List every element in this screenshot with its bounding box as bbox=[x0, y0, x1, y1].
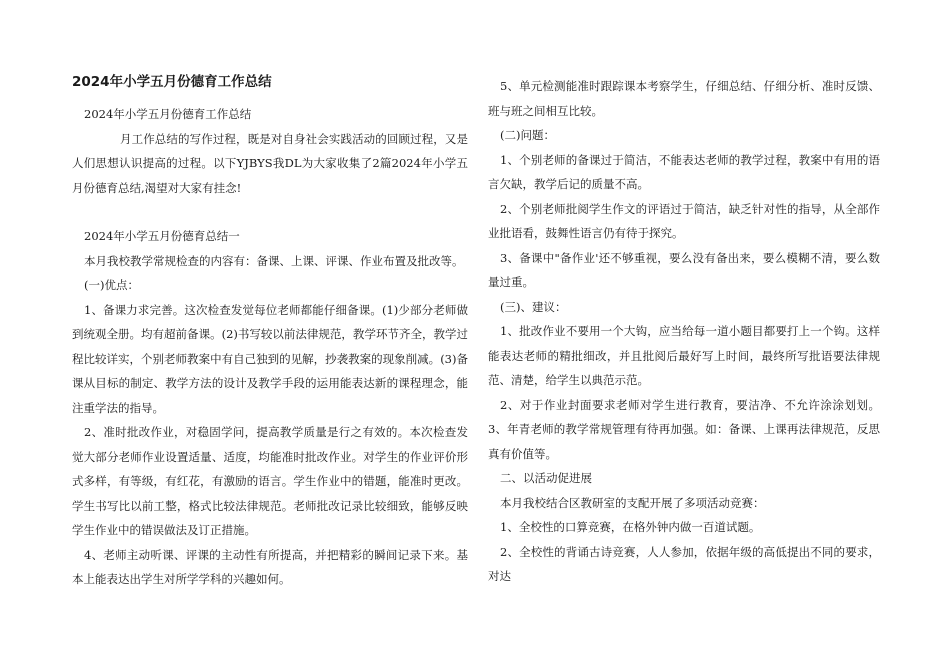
paragraph-spacer bbox=[72, 200, 468, 224]
body-paragraph: 1、批改作业不要用一个大钩，应当给每一道小题目都要打上一个钩。这样能表达老师的精批细改，并且批阅后最好写上时间，最终所写批语要法律规范、清楚，给学生以典范示范。 bbox=[488, 324, 880, 387]
subsection-heading: (一)优点： bbox=[84, 278, 139, 292]
body-paragraph: 2、个别老师批阅学生作文的评语过于简洁，缺乏针对性的指导，从全部作业批语看，鼓舞性语言仍有待于探究。 bbox=[488, 201, 880, 240]
body-paragraph: 1、备课力求完善。这次检查发觉每位老师都能仔细备课。(1)少部分老师做到统观全册。均有超前备课。(2)书写较以前法律规范，教学环节齐全，教学过程比较详实，个别老师教案中有自己独到的见解，抄袭教案的现象削减。(3)备课从目标的制定、教学方法的设计及教学手段的运用能表达新的课程理念，能注重学法的指导。 bbox=[72, 302, 468, 415]
body-paragraph: 5、单元检测能准时跟踪课本考察学生，仔细总结、仔细分析、准时反馈、班与班之间相互比较。 bbox=[488, 79, 880, 118]
body-paragraph: 3、备课中"备作业'还不够重视，要么没有备出来，要么模糊不清，要么数量过重。 bbox=[488, 250, 880, 289]
intro-paragraph: 月工作总结的写作过程，既是对自身社会实践活动的回顾过程，又是人们思想认识提高的过程。以下YJBYS我DL为大家收集了2篇2024年小学五月份德育总结,渴望对大家有挂念! bbox=[72, 131, 468, 195]
right-column bbox=[488, 74, 880, 589]
body-paragraph: 2、全校性的背诵古诗竞赛，人人参加，依据年级的高低提出不同的要求，对达 bbox=[488, 544, 880, 583]
body-paragraph: 1、全校性的口算竞赛，在格外钟内做一百道试题。 bbox=[500, 520, 761, 534]
body-paragraph: 2、准时批改作业，对稳固学问，提高教学质量是行之有效的。本次检查发觉大部分老师作业设置适量、适度，均能准时批改作业。对学生的作业评价形式多样，有等级，有红花，有激励的语言。学生作业中的错题，能准时更改。学生书写比以前工整，格式比较法律规范。老师批改记录比较细致，能够反映学生作业中的错误做法及订正措施。 bbox=[72, 425, 468, 537]
body-paragraph: 本月我校教学常规检查的内容有：备课、上课、评课、作业布置及批改等。 bbox=[84, 253, 464, 268]
subsection-heading: (三)、建议： bbox=[500, 299, 567, 314]
left-column bbox=[72, 72, 468, 592]
body-paragraph: 4、老师主动听课、评课的主动性有所提高，并把精彩的瞬间记录下来。基本上能表达出学生对所学学科的兴趣如何。 bbox=[72, 547, 468, 586]
document-title: 2024年小学五月份德育工作总结 bbox=[72, 74, 272, 90]
section-heading: 二、以活动促进展 bbox=[500, 471, 592, 485]
subtitle: 2024年小学五月份德育工作总结 bbox=[84, 107, 252, 121]
body-paragraph: 本月我校结合区教研室的支配开展了多项活动竞赛： bbox=[500, 495, 765, 510]
body-paragraph: 2、对于作业封面要求老师对学生进行教育，要洁净、不允许涂涂划划。3、年青老师的教学常规管理有待再加强。如：备课、上课再法律规范，反思真有价值等。 bbox=[488, 397, 880, 461]
body-paragraph: 1、个别老师的备课过于简洁，不能表达老师的教学过程，教案中有用的语言欠缺，教学后记的质量不高。 bbox=[488, 152, 880, 191]
section-heading: 2024年小学五月份德育总结一 bbox=[84, 229, 240, 243]
subsection-heading: (二)问题： bbox=[500, 128, 555, 142]
